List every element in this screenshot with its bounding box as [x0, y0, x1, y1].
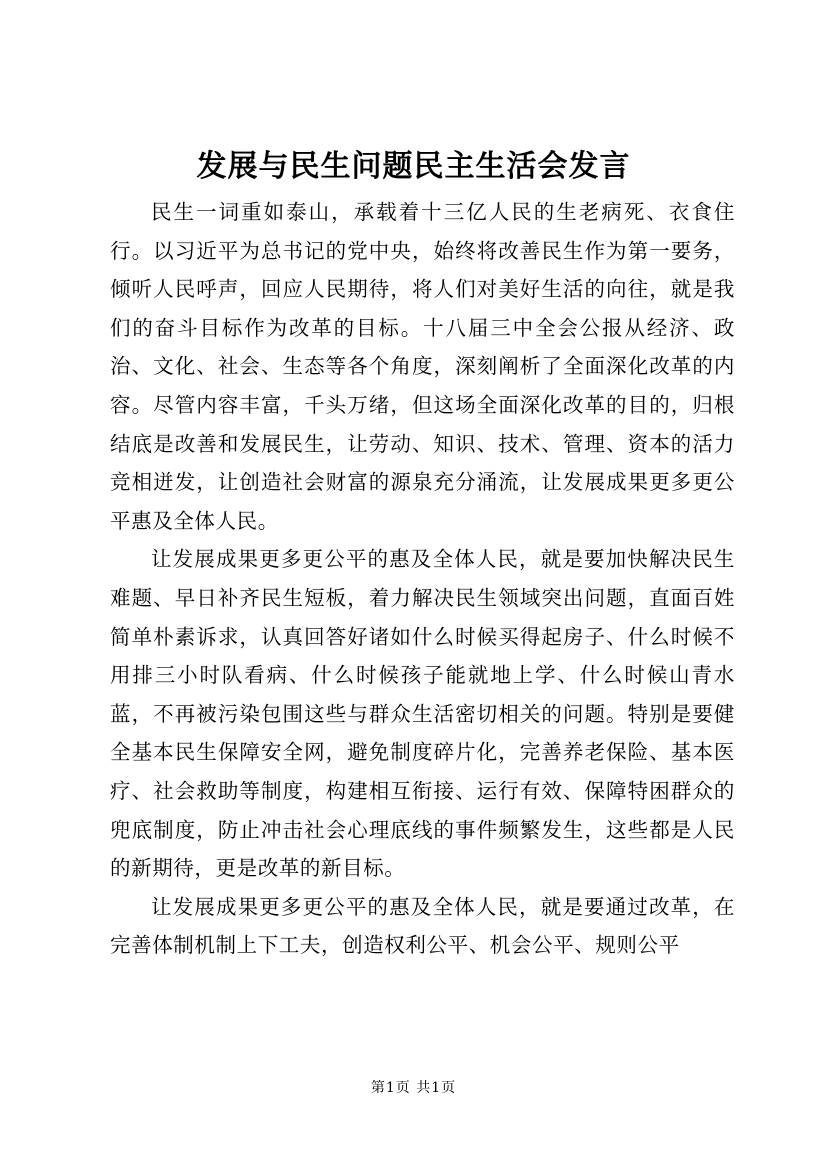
document-body [110, 193, 735, 965]
paragraph-1: 民生一词重如泰山，承载着十三亿人民的生老病死、衣食住行。以习近平为总书记的党中央，始终将改善民生作为第一要务，倾听人民呼声，回应人民期待，将人们对美好生活的向往，就是我们的奋斗目标作为改革的目标。十八届三中全会公报从经济、政治、文化、社会、生态等各个角度，深刻阐析了全面深化改革的内容。尽管内容丰富，千头万绪，但这场全面深化改革的目的，归根结底是改善和发展民生，让劳动、知识、技术、管理、资本的活力竞相迸发，让创造社会财富的源泉充分涌流，让发展成果更多更公平惠及全体人民。 [110, 200, 735, 533]
page-footer: 第1页 共1页 [370, 1080, 457, 1096]
paragraph-2: 让发展成果更多更公平的惠及全体人民，就是要加快解决民生难题、早日补齐民生短板，着力解决民生领域突出问题，直面百姓简单朴素诉求，认真回答好诸如什么时候买得起房子、什么时候不用排三小时队看病、什么时候孩子能就地上学、什么时候山青水蓝，不再被污染包围这些与群众生活密切相关的问题。特别是要健全基本民生保障安全网，避免制度碎片化，完善养老保险、基本医疗、社会救助等制度，构建相互衔接、运行有效、保障特困群众的兜底制度，防止冲击社会心理底线的事件频繁发生，这些都是人民的新期待，更是改革的新目标。 [110, 547, 735, 881]
paragraph-3: 让发展成果更多更公平的惠及全体人民，就是要通过改革，在完善体制机制上下工夫，创造权利公平、机会公平、规则公平 [110, 894, 735, 958]
document-title: 发展与民生问题民主生活会发言 [196, 149, 631, 184]
